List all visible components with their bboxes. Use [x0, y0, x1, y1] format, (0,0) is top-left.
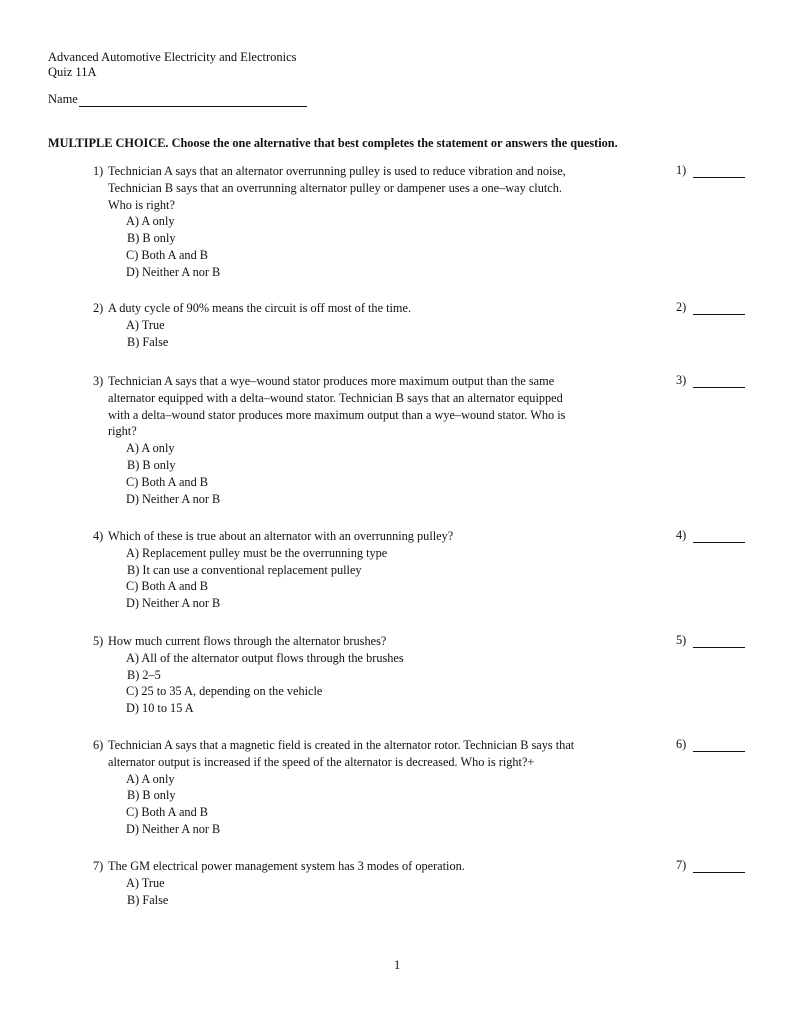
question-number: 6): [93, 738, 104, 752]
choice-b[interactable]: B) False: [127, 892, 169, 907]
question-7: [93, 858, 673, 908]
answer-line[interactable]: [693, 532, 745, 543]
stem-line: The GM electrical power management system has 3 modes of operation.: [108, 859, 465, 873]
choice-a[interactable]: A) A only: [126, 771, 175, 786]
answer-blank-5[interactable]: [676, 633, 745, 648]
stem-line: Technician A says that a magnetic field is created in the alternator rotor. Technician B says that: [108, 738, 575, 752]
choice-c[interactable]: C) Both A and B: [126, 805, 208, 820]
choice-a[interactable]: A) Replacement pulley must be the overrunning type: [126, 545, 388, 560]
stem-line: A duty cycle of 90% means the circuit is off most of the time.: [108, 301, 412, 315]
answer-line[interactable]: [693, 304, 745, 315]
answer-label: 2): [676, 300, 687, 314]
question-number: 1): [93, 164, 104, 178]
answer-label: 6): [676, 737, 687, 751]
stem-line: alternator output is increased if the speed of the alternator is decreased. Who is right?+: [108, 754, 535, 769]
choice-a[interactable]: A) A only: [126, 214, 175, 229]
choice-d[interactable]: D) Neither A nor B: [126, 264, 221, 279]
choice-list: [126, 213, 673, 280]
question-4: [93, 528, 673, 612]
question-3: [93, 373, 673, 507]
answer-blank-4[interactable]: [676, 528, 745, 543]
stem-line: Technician B says that an overrunning alternator pulley or dampener uses a one–way clutch.: [108, 180, 562, 195]
choice-list: [126, 875, 673, 909]
choice-a[interactable]: A) A only: [126, 441, 175, 456]
answer-label: 7): [676, 858, 687, 872]
question-stem: [108, 858, 673, 875]
choice-list: [126, 771, 673, 838]
question-number: 2): [93, 301, 104, 315]
answer-blank-6[interactable]: [676, 737, 745, 752]
question-number: 7): [93, 859, 104, 873]
choice-a[interactable]: A) All of the alternator output flows through the brushes: [126, 650, 404, 665]
question-5: [93, 633, 673, 717]
answer-label: 4): [676, 528, 687, 542]
choice-list: [126, 317, 673, 351]
name-field-row: [48, 92, 307, 107]
question-stem: [108, 633, 673, 650]
answer-blank-1[interactable]: [676, 163, 745, 178]
choice-d[interactable]: D) Neither A nor B: [126, 821, 221, 836]
question-1: [93, 163, 673, 281]
name-label: Name: [48, 92, 78, 106]
question-number: 4): [93, 529, 104, 543]
answer-blank-7[interactable]: [676, 858, 745, 873]
choice-d[interactable]: D) 10 to 15 A: [126, 701, 194, 716]
answer-blank-3[interactable]: [676, 373, 745, 388]
question-stem: [108, 300, 673, 317]
choice-b[interactable]: B) It can use a conventional replacement pulley: [127, 562, 362, 577]
stem-line: Which of these is true about an alternator with an overrunning pulley?: [108, 529, 454, 543]
stem-line: right?: [108, 424, 137, 439]
answer-label: 5): [676, 633, 687, 647]
choice-b[interactable]: B) B only: [127, 457, 176, 472]
answer-label: 1): [676, 163, 687, 177]
name-blank[interactable]: [79, 94, 307, 107]
question-number: 3): [93, 374, 104, 388]
question-stem: [108, 737, 673, 771]
answer-blank-2[interactable]: [676, 300, 745, 315]
answer-line[interactable]: [693, 741, 745, 752]
answer-line[interactable]: [693, 377, 745, 388]
answer-label: 3): [676, 373, 687, 387]
choice-b[interactable]: B) B only: [127, 231, 176, 246]
choice-c[interactable]: C) Both A and B: [126, 474, 208, 489]
choice-list: [126, 650, 673, 717]
page-number: 1: [394, 958, 401, 972]
question-6: [93, 737, 673, 838]
question-stem: [108, 528, 673, 545]
answer-line[interactable]: [693, 167, 745, 178]
stem-line: Who is right?: [108, 197, 175, 212]
choice-a[interactable]: A) True: [126, 875, 165, 890]
stem-line: Technician A says that an alternator overrunning pulley is used to reduce vibration and noise,: [108, 164, 566, 178]
stem-line: Technician A says that a wye–wound stator produces more maximum output than the same: [108, 374, 555, 388]
choice-c[interactable]: C) Both A and B: [126, 247, 208, 262]
stem-line: alternator equipped with a delta–wound stator. Technician B says that an alternator equipped: [108, 390, 563, 405]
answer-line[interactable]: [693, 862, 745, 873]
choice-d[interactable]: D) Neither A nor B: [126, 491, 221, 506]
choice-c[interactable]: C) 25 to 35 A, depending on the vehicle: [126, 684, 323, 699]
stem-line: with a delta–wound stator produces more maximum output than a wye–wound stator. Who is: [108, 407, 566, 422]
question-number: 5): [93, 634, 104, 648]
answer-line[interactable]: [693, 637, 745, 648]
choice-c[interactable]: C) Both A and B: [126, 579, 208, 594]
choice-b[interactable]: B) B only: [127, 788, 176, 803]
question-stem: [108, 373, 673, 440]
section-instructions: MULTIPLE CHOICE. Choose the one alternative that best completes the statement or answers the question.: [48, 136, 618, 150]
question-2: [93, 300, 673, 350]
choice-list: [126, 440, 673, 507]
choice-list: [126, 545, 673, 612]
choice-b[interactable]: B) False: [127, 334, 169, 349]
quiz-title: Quiz 11A: [48, 65, 97, 79]
choice-b[interactable]: B) 2–5: [127, 667, 161, 682]
document-header: [48, 50, 297, 80]
choice-d[interactable]: D) Neither A nor B: [126, 596, 221, 611]
choice-a[interactable]: A) True: [126, 317, 165, 332]
stem-line: How much current flows through the alternator brushes?: [108, 634, 387, 648]
course-title: Advanced Automotive Electricity and Electronics: [48, 50, 297, 64]
question-stem: [108, 163, 673, 213]
